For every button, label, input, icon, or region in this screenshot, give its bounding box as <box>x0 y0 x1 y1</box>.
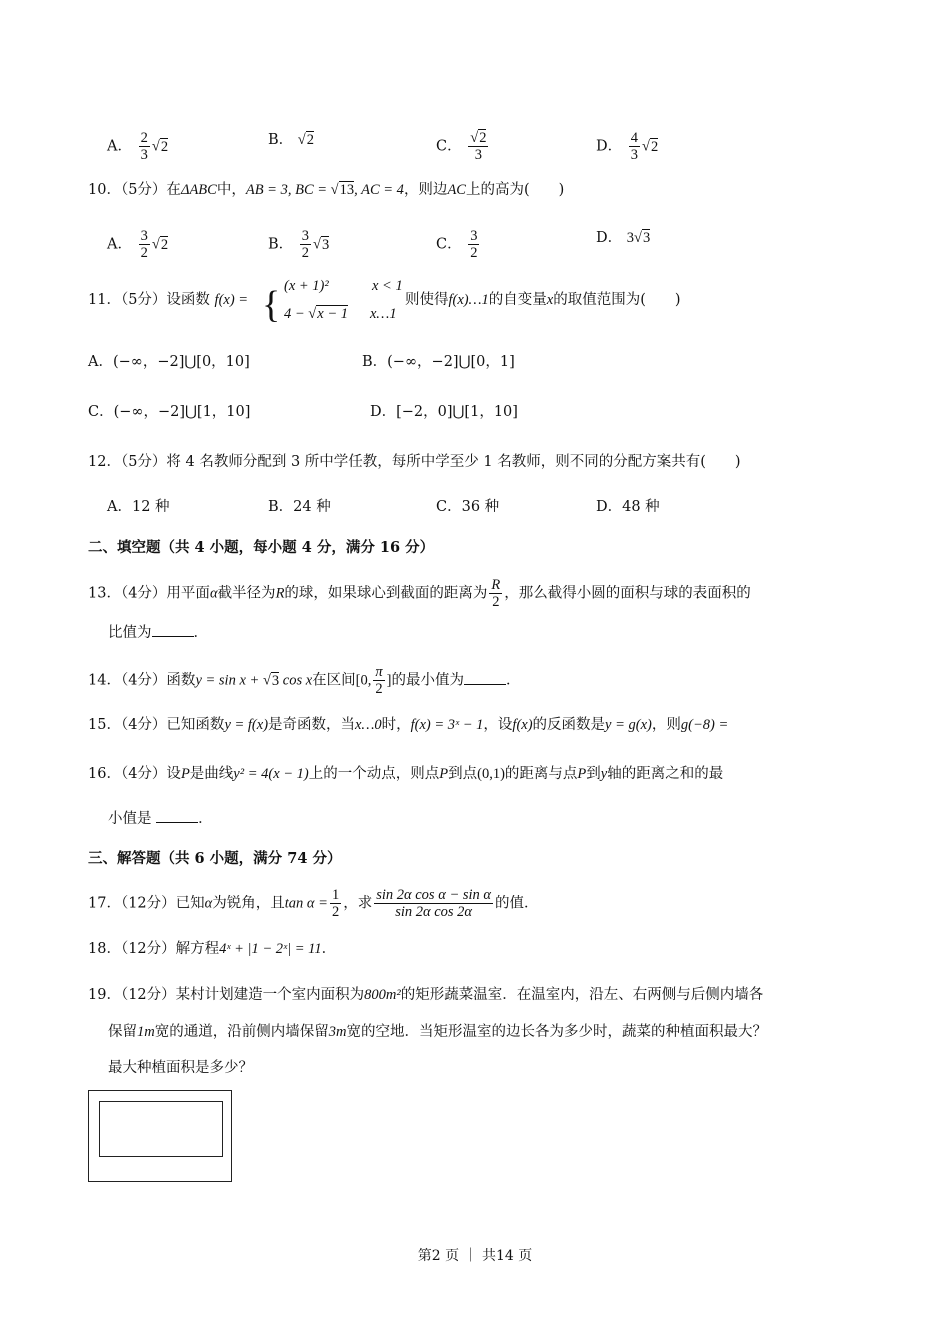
q16-line2 <box>108 808 213 829</box>
frac-den: 3 <box>474 147 482 163</box>
math: α <box>209 585 218 602</box>
text: 的距离与点 <box>504 766 578 782</box>
sqrt: √3 <box>634 230 651 246</box>
text: 15．（4分）已知函数 <box>88 717 225 733</box>
frac-num: 4 <box>630 130 638 146</box>
piece-2-cond: x…1 <box>370 306 397 322</box>
fraction <box>629 130 640 163</box>
text: 宽的空地．当矩形温室的边长各为多少时，蔬菜的种植面积最大？ <box>346 1024 767 1040</box>
option-label: A． <box>107 236 132 253</box>
radicand: 2 <box>160 138 169 155</box>
text: 11．（5分）设函数 <box>88 292 210 308</box>
q11-option-b: B．(−∞，−2]⋃[0，1] <box>362 354 515 370</box>
sqrt: √2 <box>297 132 314 148</box>
q10-option-d <box>596 228 650 248</box>
q10-option-b <box>268 228 329 261</box>
text: 到点 <box>448 766 478 782</box>
option-label: B． <box>268 132 294 148</box>
sqrt: √x − 1 <box>308 306 348 322</box>
brace: { <box>262 284 281 326</box>
fraction <box>139 130 150 163</box>
fraction <box>373 664 384 697</box>
text: ． <box>198 811 213 827</box>
text: 的取值范围为( ) <box>553 292 681 308</box>
q10-option-a <box>107 228 168 261</box>
piece-1-expr: (x + 1)² <box>284 278 329 294</box>
frac-num: 3 <box>301 228 310 244</box>
text: 19．（12分）某村计划建造一个室内面积为 <box>88 987 365 1003</box>
math: f(x) <box>512 717 533 733</box>
math: α <box>204 895 213 912</box>
option-label: D． <box>596 138 623 155</box>
option-label: A． <box>107 138 132 155</box>
q9-option-b <box>268 130 314 150</box>
piece-1-cond: x < 1 <box>372 278 403 294</box>
sqrt: √13 <box>330 182 355 198</box>
text: ． <box>321 941 337 957</box>
radicand: 3 <box>321 236 330 253</box>
math: 1m <box>137 1024 155 1040</box>
text: 则使得 <box>405 292 449 308</box>
text: 保留 <box>108 1024 137 1040</box>
text: 是曲线 <box>189 766 234 782</box>
math: y = g(x) <box>605 717 652 733</box>
fraction <box>468 228 479 261</box>
q11-prefix <box>88 290 248 310</box>
fraction <box>374 887 493 920</box>
frac-den: 2 <box>470 245 478 261</box>
q11-option-d: D．[−2，0]⋃[1，10] <box>370 404 518 420</box>
text: 的自变量 <box>488 292 547 308</box>
greenhouse-figure <box>88 1090 232 1182</box>
q12-option-a: A．12 种 <box>107 499 170 515</box>
math: ΔABC <box>180 182 217 198</box>
text: 上的一个动点，则点 <box>308 766 440 782</box>
text: ． <box>506 672 521 689</box>
q12-option-c: C．36 种 <box>436 499 500 515</box>
text: 截半径为 <box>217 585 276 602</box>
text: 宽的通道，沿前侧内墙保留 <box>154 1024 329 1040</box>
q19-line3: 最大种植面积是多少？ <box>108 1060 253 1076</box>
text: 时， <box>381 717 411 733</box>
math: , AC = 4 <box>354 182 404 198</box>
fraction <box>330 887 341 920</box>
radicand: 3 <box>271 672 280 689</box>
q10-stem <box>88 180 564 200</box>
q17-stem <box>88 887 539 920</box>
fraction <box>489 577 502 610</box>
text: 小值是 <box>108 811 152 827</box>
text: 14．（4分）函数 <box>88 672 196 689</box>
text: 比值为 <box>108 625 152 641</box>
math: g(−8) = <box>680 717 729 733</box>
piece-2-expr <box>284 306 348 323</box>
frac-den: 2 <box>301 245 310 261</box>
fraction <box>139 228 150 261</box>
radicand: 13 <box>339 182 355 198</box>
text: 轴的距离之和的最 <box>607 766 724 782</box>
sqrt: √3 <box>262 672 280 689</box>
math: P <box>577 766 587 782</box>
text: ，求 <box>343 895 373 912</box>
text: 10．（5分）在 <box>88 182 181 198</box>
math: R <box>275 585 285 602</box>
q13-line2 <box>108 622 208 643</box>
text: ． <box>193 625 208 641</box>
math: x…0 <box>355 717 382 733</box>
q13-stem <box>88 577 751 610</box>
text: 是奇函数，当 <box>268 717 356 733</box>
q18-stem <box>88 939 336 959</box>
option-label: C． <box>436 236 462 253</box>
math: AB = 3, BC = <box>245 182 331 198</box>
frac-num: √2 <box>470 130 487 146</box>
q19-line2 <box>108 1022 767 1042</box>
radicand: 2 <box>306 132 314 148</box>
math: x <box>546 292 554 308</box>
q16-stem <box>88 764 723 784</box>
math: f(x) = <box>214 292 249 308</box>
q11-option-a: A．(−∞，−2]⋃[0，10] <box>88 354 250 370</box>
option-label: C． <box>436 138 462 155</box>
q14-stem <box>88 664 521 697</box>
math: AC <box>447 182 466 198</box>
answer-blank[interactable] <box>152 622 194 637</box>
answer-blank[interactable] <box>464 670 506 685</box>
text: ，那么截得小圆的面积与球的表面积的 <box>504 585 751 602</box>
option-label: D． <box>596 230 623 246</box>
math: f(x)…1 <box>448 292 489 308</box>
q12-stem: 12．（5分）将 4 名教师分配到 3 所中学任教，每所中学至少 1 名教师，则不同的分配方案共有( ) <box>88 454 741 470</box>
q9-option-a <box>107 130 168 163</box>
answer-blank[interactable] <box>156 808 198 823</box>
frac-den: sin 2α cos 2α <box>395 904 473 920</box>
coefficient: 3 <box>626 230 634 246</box>
math: 4 − <box>284 306 309 322</box>
q19-line1 <box>88 985 763 1005</box>
text: ，设 <box>483 717 513 733</box>
frac-num: 1 <box>331 887 340 903</box>
fraction <box>468 130 488 163</box>
math: y = sin x + <box>195 672 263 689</box>
sqrt: √2 <box>151 236 169 253</box>
math: P <box>439 766 449 782</box>
text: 在区间 <box>312 672 356 689</box>
frac-num: sin 2α cos α − sin α <box>376 887 492 903</box>
section-heading-fill-in: 二、填空题（共 4 小题，每小题 4 分，满分 16 分） <box>88 539 435 556</box>
text: ，则边 <box>403 182 448 198</box>
text: 到 <box>586 766 601 782</box>
text: 17．（12分）已知 <box>88 895 205 912</box>
text: 13．（4分）用平面 <box>88 585 210 602</box>
math: y <box>600 766 608 782</box>
text: 的最小值为 <box>391 672 464 689</box>
math: y = f(x) <box>224 717 269 733</box>
frac-den: 2 <box>492 594 500 610</box>
q9-option-d <box>596 130 658 163</box>
math: tan α = <box>284 895 328 912</box>
text: 的值． <box>495 895 539 912</box>
frac-num: 3 <box>470 228 478 244</box>
radicand: x − 1 <box>317 306 348 322</box>
frac-num: 3 <box>140 228 148 244</box>
sqrt: √2 <box>642 138 659 155</box>
math: cos x <box>279 672 313 689</box>
radicand: 2 <box>650 138 659 155</box>
math: f(x) = 3ˣ − 1 <box>410 717 484 733</box>
math: 800m² <box>364 987 401 1003</box>
text: 18．（12分）解方程 <box>88 941 220 957</box>
text: 为锐角，且 <box>212 895 285 912</box>
q11-stem-rest <box>405 290 681 310</box>
frac-num: R <box>491 577 501 593</box>
math: y² = 4(x − 1) <box>233 766 309 782</box>
frac-num: 2 <box>140 130 148 146</box>
text: 的反函数是 <box>532 717 606 733</box>
text: 16．（4分）设 <box>88 766 181 782</box>
math: 4ˣ + |1 − 2ˣ| = 11 <box>219 941 322 957</box>
math: ] <box>386 672 392 689</box>
math: P <box>180 766 190 782</box>
sqrt: √2 <box>151 138 169 155</box>
q10-option-c <box>436 228 481 261</box>
option-label: B． <box>268 236 294 253</box>
math: (0,1) <box>477 766 505 782</box>
q12-option-b: B．24 种 <box>268 499 331 515</box>
sqrt: √3 <box>313 236 330 253</box>
radicand: 2 <box>479 130 487 146</box>
radicand: 2 <box>160 236 169 253</box>
page-footer: 第2 页 ｜ 共14 页 <box>417 1248 533 1264</box>
fraction <box>300 228 311 261</box>
frac-den: 3 <box>140 147 148 163</box>
math: [0, <box>355 672 372 689</box>
text: ，则 <box>651 717 681 733</box>
section-heading-solutions: 三、解答题（共 6 小题，满分 74 分） <box>88 850 342 867</box>
q9-option-c <box>436 130 490 163</box>
q15-stem <box>88 715 728 735</box>
frac-den: 2 <box>375 681 383 697</box>
frac-den: 3 <box>630 147 638 163</box>
frac-num: π <box>375 664 383 680</box>
frac-den: 2 <box>331 904 340 920</box>
frac-den: 2 <box>140 245 148 261</box>
text: 的球，如果球心到截面的距离为 <box>284 585 488 602</box>
text: 上的高为( ) <box>465 182 565 198</box>
q11-option-c: C．(−∞，−2]⋃[1，10] <box>88 404 251 420</box>
q12-option-d: D．48 种 <box>596 499 660 515</box>
planting-area-rect <box>99 1101 223 1157</box>
math: 3m <box>328 1024 347 1040</box>
text: 的矩形蔬菜温室．在温室内，沿左、右两侧与后侧内墙各 <box>400 987 764 1003</box>
text: 中， <box>216 182 246 198</box>
radicand: 3 <box>642 230 651 246</box>
